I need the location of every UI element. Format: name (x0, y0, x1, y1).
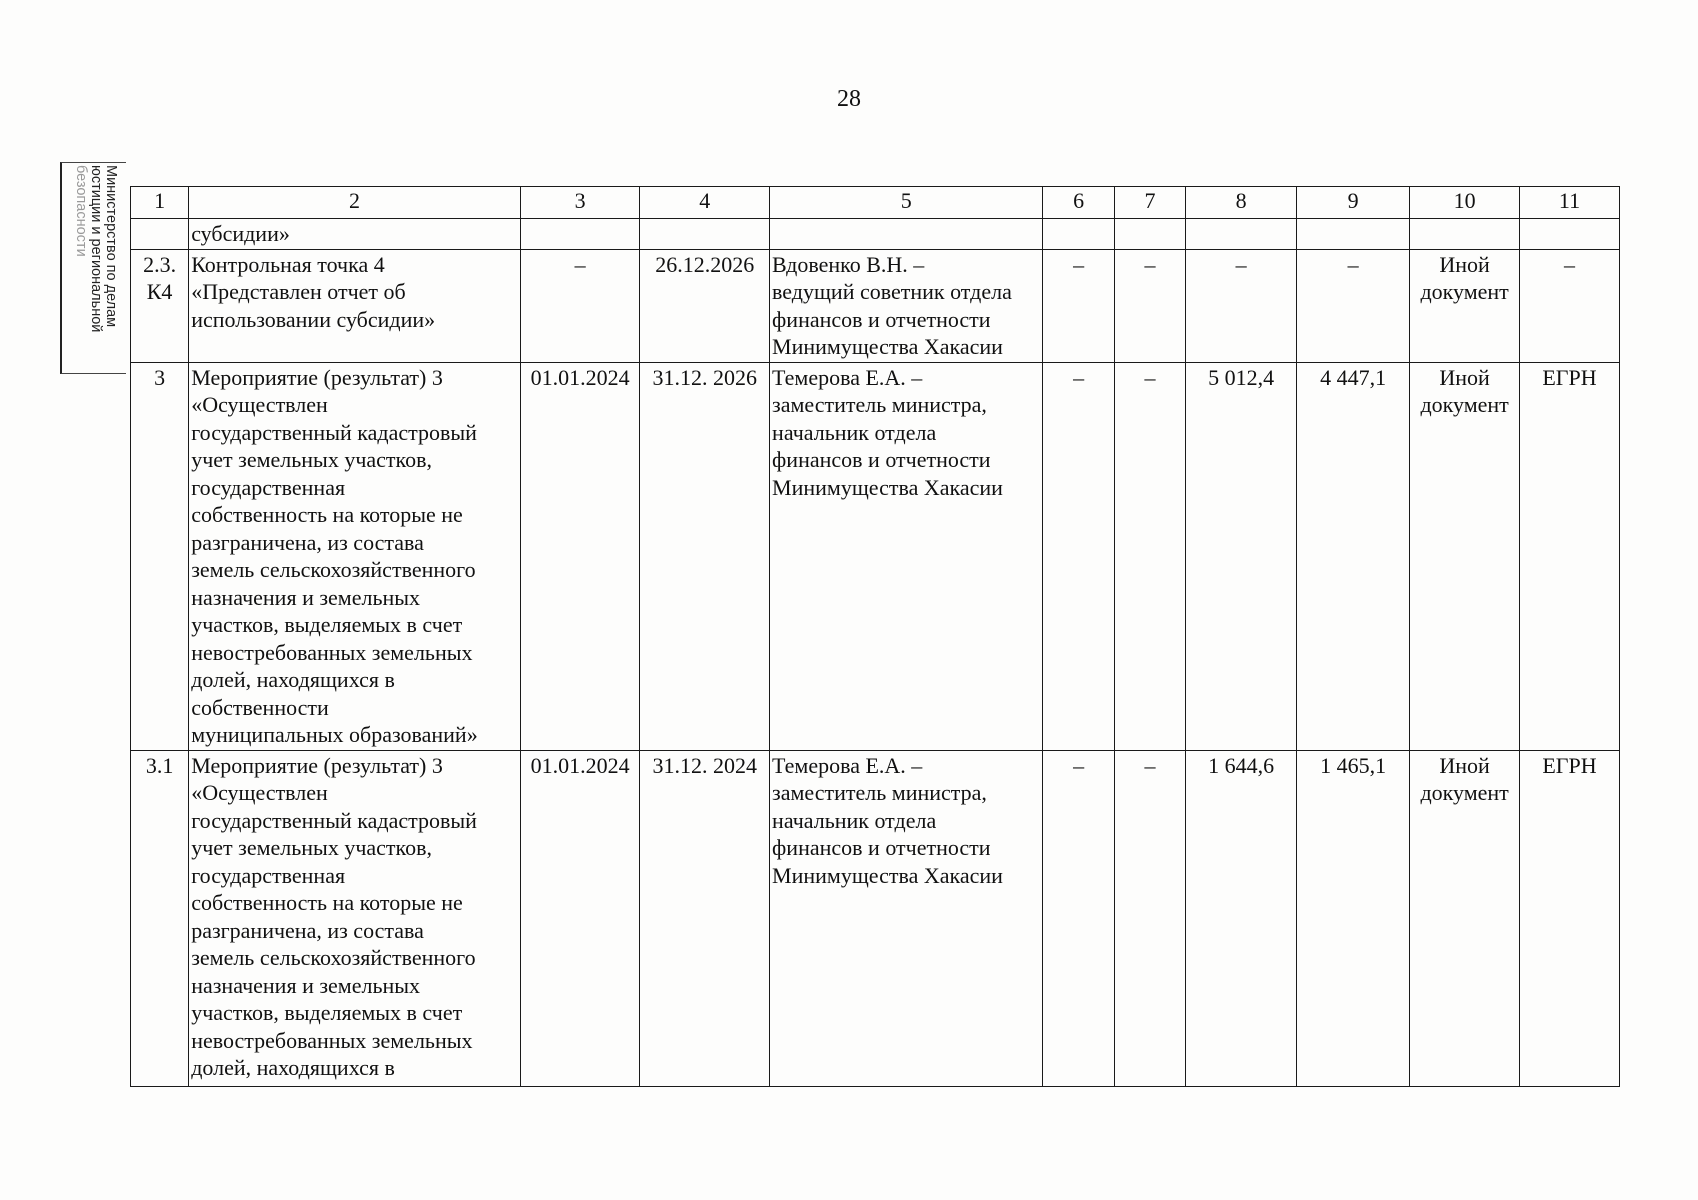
cell-end-date: 26.12.2026 (640, 249, 770, 362)
cell-name: субсидии» (189, 219, 521, 250)
cell-responsible (770, 219, 1043, 250)
cell-number: 3.1 (131, 750, 189, 1086)
cell-col8: – (1186, 249, 1297, 362)
page-number: 28 (837, 86, 861, 112)
cell-col7: – (1114, 750, 1185, 1086)
cell-col8 (1186, 219, 1297, 250)
stamp-line-2: юстиции и региональной (88, 165, 104, 333)
cell-end-date (640, 219, 770, 250)
cell-number: 2.3. К4 (131, 249, 189, 362)
cell-amount-8: 5 012,4 (1186, 362, 1297, 750)
cell-number (131, 219, 189, 250)
cell-responsible: Вдовенко В.Н. – ведущий советник отдела финансов и отчетности Минимущества Хакасии (770, 249, 1043, 362)
cell-start-date: 01.01.2024 (520, 750, 640, 1086)
table-row (131, 750, 1620, 1086)
cell-end-date: 31.12. 2024 (640, 750, 770, 1086)
cell-name: Контрольная точка 4 «Представлен отчет об использовании субсидии» (189, 249, 521, 362)
cell-amount-9: 1 465,1 (1297, 750, 1410, 1086)
column-header: 5 (770, 187, 1043, 219)
cell-document-type: Иной документ (1410, 362, 1520, 750)
cell-number: 3 (131, 362, 189, 750)
ministry-stamp (60, 162, 126, 374)
cell-col6: – (1043, 750, 1114, 1086)
table-row (131, 362, 1620, 750)
cell-col9: – (1297, 249, 1410, 362)
stamp-text (73, 165, 118, 371)
stamp-line-3: безопасности (73, 165, 89, 257)
cell-start-date: 01.01.2024 (520, 362, 640, 750)
cell-amount-9: 4 447,1 (1297, 362, 1410, 750)
column-header: 8 (1186, 187, 1297, 219)
column-header: 6 (1043, 187, 1114, 219)
table-row (131, 249, 1620, 362)
cell-col7 (1114, 219, 1185, 250)
cell-col7: – (1114, 362, 1185, 750)
cell-amount-8: 1 644,6 (1186, 750, 1297, 1086)
cell-document-type (1410, 219, 1520, 250)
cell-system: – (1520, 249, 1620, 362)
column-header: 1 (131, 187, 189, 219)
cell-start-date: – (520, 249, 640, 362)
cell-start-date (520, 219, 640, 250)
plan-table (130, 186, 1620, 1087)
cell-document-type: Иной документ (1410, 249, 1520, 362)
cell-col6: – (1043, 249, 1114, 362)
table-header-row (131, 187, 1620, 219)
table-row-continuation (131, 219, 1620, 250)
cell-responsible: Темерова Е.А. – заместитель министра, начальник отдела финансов и отчетности Минимущества Хакасии (770, 362, 1043, 750)
cell-responsible: Темерова Е.А. – заместитель министра, начальник отдела финансов и отчетности Минимущества Хакасии (770, 750, 1043, 1086)
cell-col9 (1297, 219, 1410, 250)
stamp-line-1: Министерство по делам (103, 165, 119, 328)
column-header: 7 (1114, 187, 1185, 219)
cell-col6 (1043, 219, 1114, 250)
cell-col6: – (1043, 362, 1114, 750)
cell-name: Мероприятие (результат) 3 «Осуществлен государственный кадастровый учет земельных участков, государственная собственность на которые не разграничена, из состава земель сельскохозяйственного назначения и земельных участков, выделяемых в счет невостребованных земельных долей, находящихся в собственности муниципальных образований» (189, 362, 521, 750)
cell-system: ЕГРН (1520, 750, 1620, 1086)
column-header: 9 (1297, 187, 1410, 219)
column-header: 3 (520, 187, 640, 219)
column-header: 10 (1410, 187, 1520, 219)
cell-document-type: Иной документ (1410, 750, 1520, 1086)
cell-end-date: 31.12. 2026 (640, 362, 770, 750)
column-header: 11 (1520, 187, 1620, 219)
cell-system (1520, 219, 1620, 250)
column-header: 4 (640, 187, 770, 219)
cell-name: Мероприятие (результат) 3 «Осуществлен государственный кадастровый учет земельных участков, государственная собственность на которые не разграничена, из состава земель сельскохозяйственного назначения и земельных участков, выделяемых в счет невостребованных земельных долей, находящихся в (189, 750, 521, 1086)
cell-col7: – (1114, 249, 1185, 362)
column-header: 2 (189, 187, 521, 219)
cell-system: ЕГРН (1520, 362, 1620, 750)
